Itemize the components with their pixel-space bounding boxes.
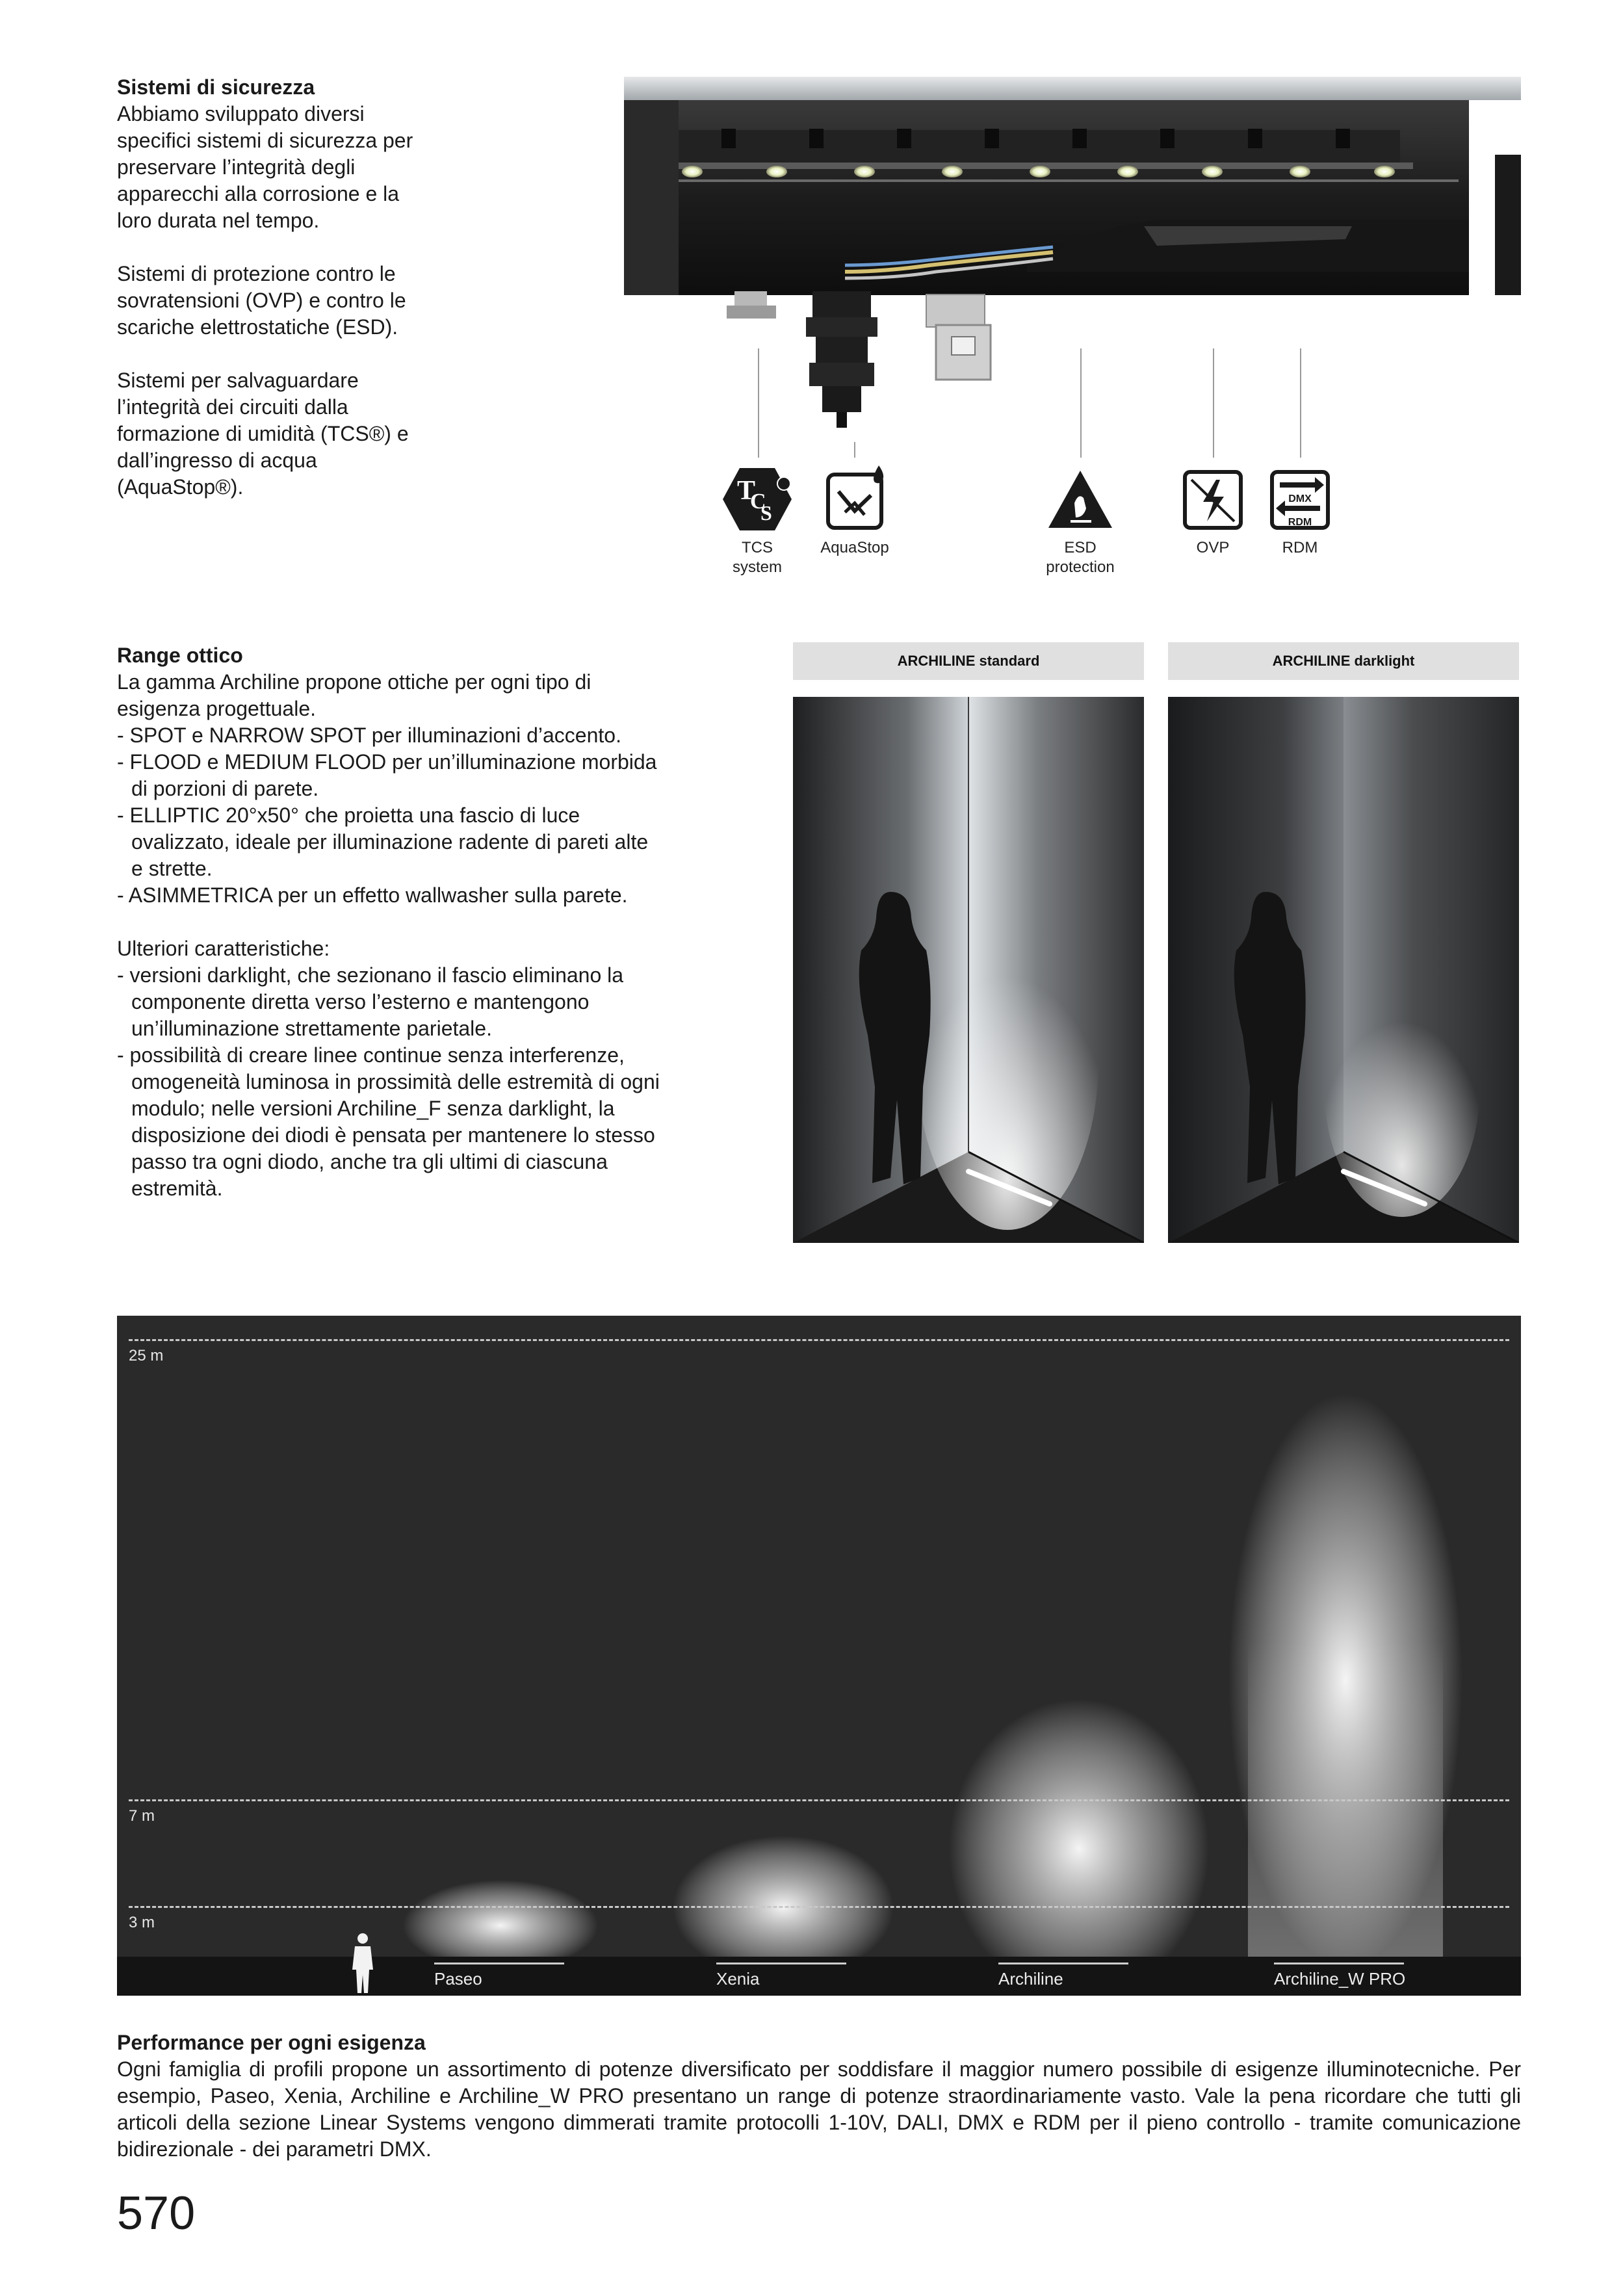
panel-darklight-label: ARCHILINE darklight <box>1168 642 1519 680</box>
safety-paragraph-1: Abbiamo sviluppato diversi specifici sistemi di sicurezza per preservare l’integrità degli apparecchi alla corrosione e la loro durata nel tempo. <box>117 102 413 232</box>
panel-archiline-standard <box>793 642 1144 1243</box>
product-label-xenia: Xenia <box>716 1969 760 1989</box>
optics-title: Range ottico <box>117 644 243 667</box>
badge-tcs <box>715 465 799 577</box>
badge-aquastop-label: AquaStop <box>820 539 889 556</box>
product-cutaway-image <box>624 77 1521 342</box>
person-icon <box>350 1932 376 1994</box>
callout-line-aquastop <box>854 442 855 458</box>
distance-line-7m <box>129 1799 1509 1801</box>
optics-list <box>117 722 663 909</box>
aquastop-icon <box>819 465 890 533</box>
badge-aquastop <box>812 465 897 558</box>
ovp-icon <box>1177 465 1249 533</box>
badge-ovp-label: OVP <box>1196 539 1230 556</box>
performance-body: Ogni famiglia di profili propone un assortimento di potenze diversificato per soddisfare il maggior numero possibile di esigenze illuminotecniche. Per esempio, Paseo, Xenia, Archiline e Archiline_W PRO presentano un range di potenze straordinariamente vasto. Vale la pena ricordare che tutti gli articoli della sezione Linear Systems vengono dimmerati tramite protocolli 1-10V, DALI, DMX e RDM per il pieno controllo - tramite comunicazione bidirezionale - dei parametri DMX. <box>117 2057 1521 2161</box>
rdm-icon-text-bottom: RDM <box>1288 517 1312 528</box>
beam-distance-image <box>117 1316 1521 1996</box>
optics-item: - FLOOD e MEDIUM FLOOD per un’illuminazione morbida di porzioni di parete. <box>117 750 657 800</box>
product-label-archiline-w-pro: Archiline_W PRO <box>1274 1969 1406 1989</box>
product-underline-archiline-w-pro <box>1274 1963 1404 1964</box>
optics-item: - ASIMMETRICA per un effetto wallwasher sulla parete. <box>117 883 628 907</box>
callout-line-tcs <box>758 348 759 458</box>
distance-line-25m <box>129 1339 1509 1341</box>
callout-line-rdm <box>1300 348 1301 458</box>
svg-text:S: S <box>760 501 772 525</box>
performance-section <box>117 2029 1521 2163</box>
rdm-icon <box>1264 465 1336 533</box>
beam-glows <box>117 1316 1521 1996</box>
badge-tcs-label-1: TCS <box>742 539 773 556</box>
svg-text:C: C <box>750 489 766 514</box>
panel-standard-image <box>793 697 1144 1243</box>
panel-standard-label: ARCHILINE standard <box>793 642 1144 680</box>
optics-intro: La gamma Archiline propone ottiche per ogni tipo di esigenza progettuale. <box>117 670 591 720</box>
page-number: 570 <box>117 2187 196 2239</box>
feature-item: - possibilità di creare linee continue senza interferenze, omogeneità luminosa in prossimità delle estremità di ogni modulo; nelle versioni Archiline_F senza darklight, la disposizione dei diodi è pensata per mantenere lo stesso passo tra ogni diodo, anche tra gli ultimi di ciascuna estremità. <box>117 1043 660 1200</box>
feature-item: - versioni darklight, che sezionano il fascio eliminano la componente diretta verso l’esterno e mantengono un’illuminazione strettamente parietale. <box>117 963 624 1040</box>
badge-rdm-label: RDM <box>1282 539 1318 556</box>
features-list <box>117 962 663 1202</box>
panel-darklight-image <box>1168 697 1519 1243</box>
features-title: Ulteriori caratteristiche: <box>117 937 330 960</box>
rdm-icon-text-top: DMX <box>1288 493 1312 504</box>
callout-line-esd <box>1080 348 1082 458</box>
esd-icon <box>1045 465 1116 533</box>
product-label-paseo: Paseo <box>434 1969 482 1989</box>
performance-title: Performance per ogni esigenza <box>117 2031 426 2054</box>
safety-section <box>117 74 429 527</box>
optics-item: - ELLIPTIC 20°x50° che proietta una fascio di luce ovalizzato, ideale per illuminazione radente di pareti alte e strette. <box>117 803 649 880</box>
beam-archiline <box>949 1699 1209 1996</box>
safety-paragraph-2: Sistemi di protezione contro le sovratensioni (OVP) e contro le scariche elettrostatiche (ESD). <box>117 262 406 339</box>
callout-line-ovp <box>1213 348 1214 458</box>
tcs-icon <box>721 465 793 533</box>
badge-rdm <box>1258 465 1342 558</box>
optics-section <box>117 642 663 1202</box>
badge-esd-label-1: ESD <box>1064 539 1097 556</box>
product-underline-paseo <box>434 1963 564 1964</box>
badge-esd <box>1038 465 1123 577</box>
distance-label-3m: 3 m <box>129 1914 155 1931</box>
badge-ovp <box>1171 465 1255 558</box>
distance-label-25m: 25 m <box>129 1347 164 1364</box>
badge-esd-label-2: protection <box>1046 558 1115 576</box>
svg-text:T: T <box>737 476 756 506</box>
safety-title: Sistemi di sicurezza <box>117 75 315 99</box>
product-underline-xenia <box>716 1963 846 1964</box>
connector-gland <box>806 337 877 428</box>
badge-tcs-label-2: system <box>732 558 782 576</box>
panel-archiline-darklight <box>1168 642 1519 1243</box>
product-label-archiline: Archiline <box>998 1969 1063 1989</box>
esd-plug-component <box>932 321 994 384</box>
optics-item: - SPOT e NARROW SPOT per illuminazioni d’accento. <box>117 724 621 747</box>
product-underline-archiline <box>998 1963 1128 1964</box>
distance-label-7m: 7 m <box>129 1807 155 1825</box>
safety-paragraph-3: Sistemi per salvaguardare l’integrità dei circuiti dalla formazione di umidità (TCS®) e dall’ingresso di acqua (AquaStop®). <box>117 369 409 499</box>
distance-line-3m <box>129 1906 1509 1908</box>
